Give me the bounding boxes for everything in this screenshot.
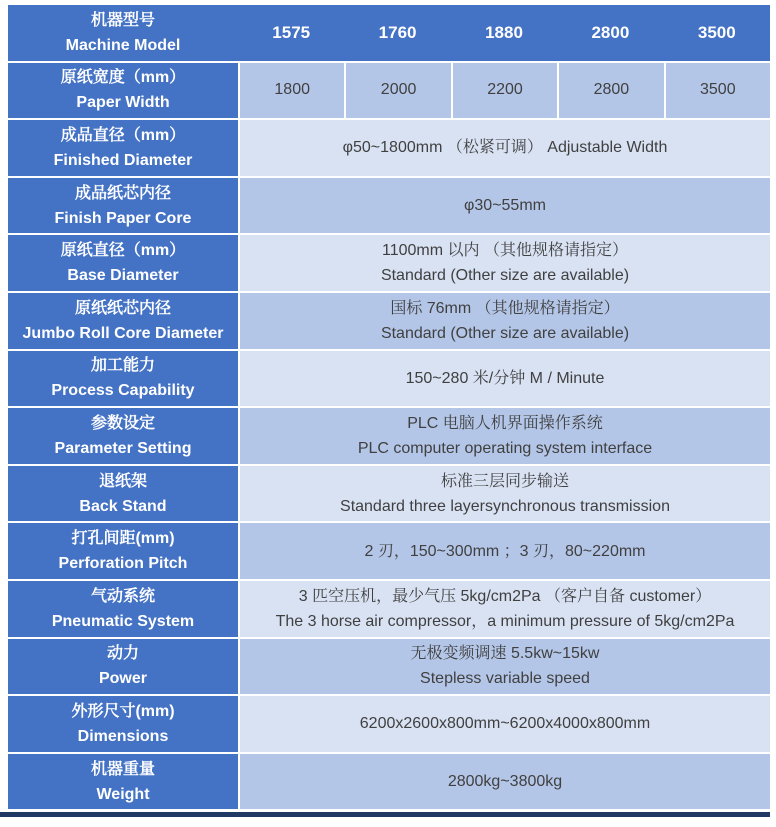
- model-number: 1575: [272, 22, 311, 42]
- table-row-finished-diameter: [8, 120, 770, 176]
- row-label-base-diameter: [8, 235, 238, 291]
- value-line: 1100mm 以内 （其他规格请指定）: [382, 242, 628, 260]
- label-en: Power: [98, 670, 147, 688]
- row-value-finished-diameter: [240, 120, 770, 176]
- table-row-process-capability: [8, 351, 770, 407]
- label-zh: 外形尺寸(mm): [71, 702, 175, 720]
- model-number: 3500: [697, 22, 736, 42]
- row-label-jumbo-roll-core: [8, 293, 238, 349]
- paper-width-value: 1800: [240, 63, 344, 119]
- label-zh: 退纸架: [98, 472, 147, 490]
- table-bottom-border: [0, 812, 770, 817]
- label-zh: 原纸直径（mm）: [60, 242, 186, 260]
- label-en: Perforation Pitch: [58, 555, 188, 573]
- label-en: Parameter Setting: [54, 439, 192, 457]
- label-zh: 机器重量: [90, 760, 155, 778]
- table-row-pneumatic-system: [8, 581, 770, 637]
- label-en: Jumbo Roll Core Diameter: [22, 324, 224, 342]
- table-row-perforation-pitch: [8, 523, 770, 579]
- value-line: φ50~1800mm （松紧可调） Adjustable Width: [342, 139, 668, 157]
- row-label-dimensions: [8, 696, 238, 752]
- label-zh: 打孔间距(mm): [71, 530, 175, 548]
- row-value-finish-paper-core: [240, 178, 770, 234]
- label-zh: 原纸宽度（mm）: [60, 69, 186, 87]
- value-line: Stepless variable speed: [420, 670, 590, 688]
- label-zh: 原纸纸芯内径: [74, 299, 171, 317]
- row-value-back-stand: [240, 466, 770, 522]
- label-zh: 成品纸芯内径: [74, 184, 171, 202]
- row-label-parameter-setting: [8, 408, 238, 464]
- row-label-process-capability: [8, 351, 238, 407]
- table-row-parameter-setting: [8, 408, 770, 464]
- paper-width-value: 2200: [453, 63, 557, 119]
- value-line: 3 匹空压机，最少气压 5kg/cm2Pa （客户自备 customer）: [298, 587, 712, 605]
- row-label-finish-paper-core: [8, 178, 238, 234]
- model-number: 1760: [378, 22, 417, 42]
- value-line: The 3 horse air compressor，a minimum pressure of 5kg/cm2Pa: [275, 612, 735, 630]
- table-row-dimensions: [8, 696, 770, 752]
- table-row-power: [8, 639, 770, 695]
- table-row-finish-paper-core: [8, 178, 770, 234]
- table-row-weight: [8, 754, 770, 810]
- label-zh: 气动系统: [90, 587, 155, 605]
- row-value-process-capability: [240, 351, 770, 407]
- paper-width-value: 3500: [666, 63, 770, 119]
- paper-width-values: [240, 63, 770, 119]
- value-line: 国标 76mm （其他规格请指定）: [390, 299, 620, 317]
- row-value-weight: [240, 754, 770, 810]
- value-line: Standard three layersynchronous transmission: [340, 497, 670, 515]
- row-value-jumbo-roll-core: [240, 293, 770, 349]
- value-line: 无极变频调速 5.5kw~15kw: [410, 645, 600, 663]
- label-zh: 加工能力: [90, 357, 155, 375]
- row-label-finished-diameter: [8, 120, 238, 176]
- label-en: Paper Width: [76, 94, 170, 112]
- table-row-back-stand: [8, 466, 770, 522]
- label-zh: 动力: [106, 645, 139, 663]
- label-en: Finished Diameter: [53, 151, 193, 169]
- row-label-power: [8, 639, 238, 695]
- value-line: Standard (Other size are available): [380, 267, 630, 285]
- label-en: Pneumatic System: [51, 612, 195, 630]
- value-line: 2 刃，150~300mm ；3 刃，80~220mm: [364, 542, 646, 560]
- label-zh: 参数设定: [90, 414, 155, 432]
- row-label-paper-width: [8, 63, 238, 119]
- value-line: φ30~55mm: [464, 197, 546, 215]
- label-en: Weight: [96, 785, 150, 803]
- model-number: 1880: [485, 22, 523, 42]
- row-label-pneumatic-system: [8, 581, 238, 637]
- table-row-paper-width: [8, 63, 770, 119]
- row-label-weight: [8, 754, 238, 810]
- row-label-perforation-pitch: [8, 523, 238, 579]
- row-label-machine-model: [8, 5, 238, 61]
- paper-width-value: 2800: [559, 63, 663, 119]
- value-line: 150~280 米/分钟 M / Minute: [405, 369, 605, 387]
- label-en: Process Capability: [51, 382, 195, 400]
- row-value-pneumatic-system: [240, 581, 770, 637]
- value-line: 6200x2600x800mm~6200x4000x800mm: [359, 715, 651, 733]
- row-value-dimensions: [240, 696, 770, 752]
- value-line: PLC 电脑人机界面操作系统: [407, 414, 603, 432]
- row-value-perforation-pitch: [240, 523, 770, 579]
- label-en: Machine Model: [65, 36, 181, 54]
- label-zh: 成品直径（mm）: [60, 126, 186, 144]
- paper-width-value: 2000: [346, 63, 450, 119]
- row-label-back-stand: [8, 466, 238, 522]
- value-line: 2800kg~3800kg: [447, 773, 563, 791]
- label-en: Base Diameter: [67, 267, 179, 285]
- table-row-base-diameter: [8, 235, 770, 291]
- value-line: 标准三层同步输送: [440, 472, 569, 490]
- value-line: PLC computer operating system interface: [357, 439, 653, 457]
- row-value-base-diameter: [240, 235, 770, 291]
- table-row-machine-model: [8, 5, 770, 61]
- label-en: Back Stand: [79, 497, 167, 515]
- row-value-power: [240, 639, 770, 695]
- row-value-parameter-setting: [240, 408, 770, 464]
- table-row-jumbo-roll-core: [8, 293, 770, 349]
- label-en: Finish Paper Core: [54, 209, 192, 227]
- label-en: Dimensions: [77, 727, 169, 745]
- model-number: 2800: [591, 22, 630, 42]
- value-line: Standard (Other size are available): [380, 324, 630, 342]
- label-zh: 机器型号: [90, 11, 155, 29]
- machine-spec-table: [8, 5, 770, 809]
